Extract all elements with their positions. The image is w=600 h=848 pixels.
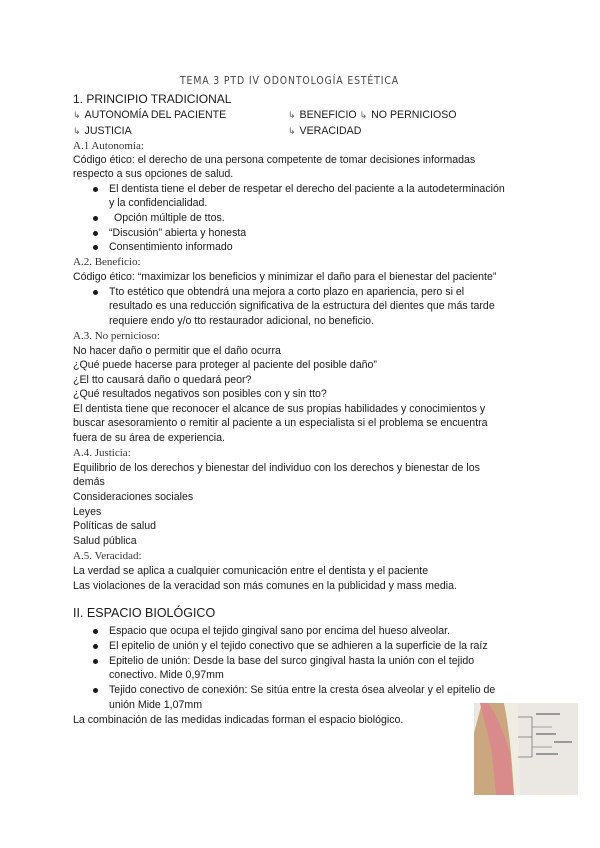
paragraph: ¿Qué puede hacerse para proteger al paciente del posible daño” xyxy=(73,359,377,371)
bullet xyxy=(93,245,98,250)
principle-item: ↳ VERACIDAD xyxy=(288,125,362,137)
return-arrow-icon: ↳ xyxy=(359,110,368,120)
biological-space-diagram xyxy=(474,703,578,795)
list-item: Consentimiento informado xyxy=(109,241,233,253)
principle-item: ↳ BENEFICIO ↳ NO PERNICIOSO xyxy=(288,109,457,121)
bullet xyxy=(93,231,98,236)
paragraph: Código ético: el derecho de una persona competente de tomar decisiones informadas xyxy=(73,154,476,166)
tooth-gum-illustration xyxy=(474,703,578,795)
bullet xyxy=(93,644,98,649)
subheading-autonomia: A.1 Autonomía: xyxy=(73,140,144,152)
list-item: unión Mide 1,07mm xyxy=(109,699,203,711)
list-item: Epitelio de unión: Desde la base del surco gingival hasta la unión con el tejido xyxy=(109,655,475,667)
return-arrow-icon: ↳ xyxy=(288,126,296,136)
paragraph: Consideraciones sociales xyxy=(73,491,194,503)
list-item: El dentista tiene el deber de respetar el derecho del paciente a la autodeterminación xyxy=(109,183,505,195)
bullet xyxy=(93,290,98,295)
paragraph: Políticas de salud xyxy=(73,520,157,532)
paragraph: Salud pública xyxy=(73,535,137,547)
bullet xyxy=(93,216,98,221)
list-item: y la confidencialidad. xyxy=(109,197,208,209)
paragraph: Las violaciones de la veracidad son más comunes en la publicidad y mass media. xyxy=(73,580,457,592)
list-item: Tto estético que obtendrá una mejora a corto plazo en apariencia, pero si el xyxy=(109,286,465,298)
paragraph: Equilibrio de los derechos y bienestar del individuo con los derechos y bienestar de los xyxy=(73,462,480,474)
list-item: Espacio que ocupa el tejido gingival sano por encima del hueso alveolar. xyxy=(109,625,450,637)
paragraph: fuera de su área de experiencia. xyxy=(73,432,225,444)
principle-item: ↳ AUTONOMÍA DEL PACIENTE xyxy=(73,109,227,121)
bullet xyxy=(93,629,98,634)
bullet xyxy=(93,688,98,693)
bullet xyxy=(93,659,98,664)
paragraph: demás xyxy=(73,476,105,488)
return-arrow-icon: ↳ xyxy=(73,126,81,136)
list-item: conectivo. Mide 0,97mm xyxy=(109,669,224,681)
bullet xyxy=(93,187,98,192)
list-item: requiere endo y/o tto restaurador adicional, no beneficio. xyxy=(109,315,375,327)
list-item: Opción múltiple de ttos. xyxy=(114,212,225,224)
paragraph: buscar asesoramiento o remitir al paciente a un especialista si el problema se encuentra xyxy=(73,417,488,429)
subheading-beneficio: A.2. Beneficio: xyxy=(73,256,141,268)
principle-item: ↳ JUSTICIA xyxy=(73,125,132,137)
paragraph: ¿El tto causará daño o quedará peor? xyxy=(73,374,252,386)
return-arrow-icon: ↳ xyxy=(73,110,81,120)
subheading-justicia: A.4. Justicia: xyxy=(73,447,131,459)
list-item: Tejido conectivo de conexión: Se sitúa entre la cresta ósea alveolar y el epitelio de xyxy=(109,684,496,696)
paragraph: La verdad se aplica a cualquier comunicación entre el dentista y el paciente xyxy=(73,565,429,577)
list-item: “Discusión” abierta y honesta xyxy=(109,227,247,239)
subheading-veracidad: A.5. Veracidad: xyxy=(73,550,142,562)
paragraph: Leyes xyxy=(73,506,102,518)
section-heading: 1. PRINCIPIO TRADICIONAL xyxy=(73,92,232,106)
closing-paragraph: La combinación de las medidas indicadas forman el espacio biológico. xyxy=(73,714,404,726)
list-item: resultado es una reducción significativa de la estructura del dientes que más tarde xyxy=(109,300,495,312)
page-title: TEMA 3 PTD IV ODONTOLOGÍA ESTÉTICA xyxy=(180,74,399,87)
subheading-no-pernicioso: A.3. No pernicioso: xyxy=(73,330,160,342)
paragraph: Código ético: “maximizar los beneficios y minimizar el daño para el bienestar del paciente” xyxy=(73,271,497,283)
section-heading: II. ESPACIO BIOLÓGICO xyxy=(73,606,216,620)
return-arrow-icon: ↳ xyxy=(288,110,296,120)
list-item: El epitelio de unión y el tejido conectivo que se adhieren a la superficie de la raíz xyxy=(109,640,488,652)
paragraph: respecto a sus opciones de salud. xyxy=(73,168,234,180)
paragraph: El dentista tiene que reconocer el alcance de sus propias habilidades y conocimientos y xyxy=(73,403,486,415)
paragraph: ¿Qué resultados negativos son posibles con y sin tto? xyxy=(73,388,327,400)
paragraph: No hacer daño o permitir que el daño ocurra xyxy=(73,345,281,357)
